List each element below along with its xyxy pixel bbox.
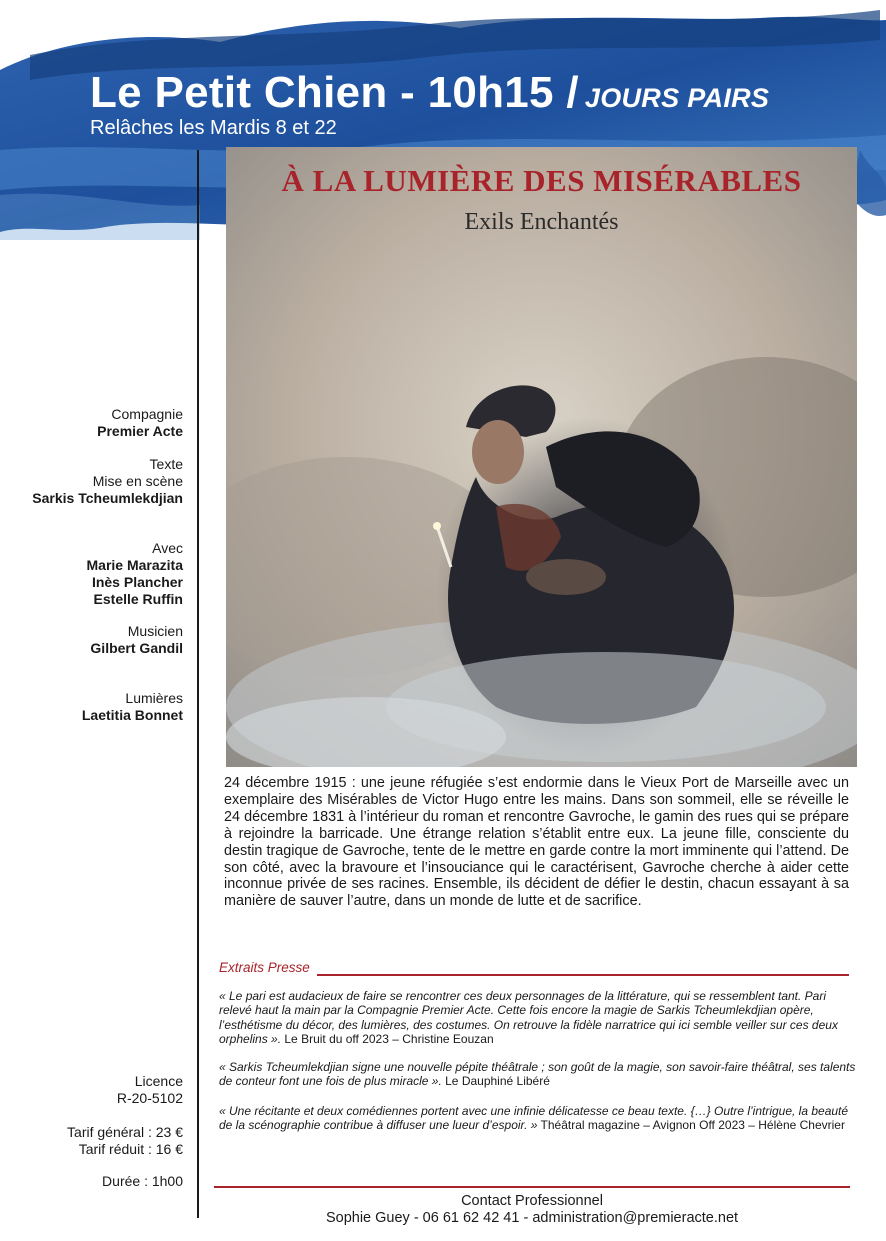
credit-value: Estelle Ruffin (93, 591, 183, 607)
poster-subtitle: Exils Enchantés (464, 209, 619, 235)
quote-source: Le Bruit du off 2023 – Christine Eouzan (281, 1032, 494, 1047)
quote-source: Le Dauphiné Libéré (441, 1074, 550, 1089)
credit-label: Avec (152, 540, 183, 556)
credit-label: Compagnie (111, 406, 183, 422)
contact-title: Contact Professionnel (461, 1193, 603, 1209)
credit-value: Laetitia Bonnet (81, 707, 183, 723)
header-title (90, 68, 769, 118)
contact-details: Sophie Guey - 06 61 62 42 41 - administration@premieracte.net (325, 1210, 739, 1226)
credit-value: Marie Marazita (86, 557, 183, 573)
credit-label: Lumières (125, 690, 183, 706)
contact-block (182, 1193, 882, 1227)
quote-source: Théâtral magazine – Avignon Off 2023 – Hélène Chevrier (537, 1118, 845, 1133)
credit-value: Premier Acte (97, 423, 183, 439)
credit-musicien (90, 623, 183, 657)
credit-texte (32, 456, 183, 507)
press-heading-rule (317, 974, 849, 976)
credit-label: Musicien (127, 623, 183, 639)
press-heading-label: Extraits Presse (219, 960, 316, 975)
press-quote (219, 1104, 859, 1133)
credit-avec (87, 540, 183, 608)
quote-text: « Sarkis Tcheumlekdjian signe une nouvelle pépite théâtrale ; son goût de la magie, son savoir-faire théâtral, ses talents de conteur font une fois de plus miracle ». (219, 1060, 856, 1089)
poster-title: À LA LUMIÈRE DES MISÉRABLES (281, 163, 802, 198)
duree: Durée : 1h00 (102, 1173, 183, 1189)
press-quote (219, 1060, 859, 1089)
credit-compagnie (97, 406, 183, 440)
quote-text: « Le pari est audacieux de faire se rencontrer ces deux personnages de la littérature, qui se ressemblent tant. Pari relevé haut la main par la Compagnie Premier Acte. Cette fois encore la magie de Sarkis Tcheumlekdjian opère, l’esthétisme du décor, des lumières, des costumes. On retrouve la fidèle narratrice qui ici semble veiller sur ces deux orphelins ». (219, 989, 838, 1047)
credit-lumieres (82, 690, 183, 724)
credit-value: Gilbert Gandil (90, 640, 183, 656)
poster-image (226, 147, 857, 767)
credit-value: Inès Plancher (91, 574, 183, 590)
credit-label: Texte Mise en scène (92, 456, 183, 489)
synopsis-text: 24 décembre 1915 : une jeune réfugiée s’est endormie dans le Vieux Port de Marseille avec un exemplaire des Misérables de Victor Hugo entre les mains. Dans son sommeil, elle se réveille le 24 décembre 1831 à l’intérieur du roman et rencontre Gavroche, le gamin des rues qui se prépare à rejoindre la barricade. Une étrange relation s’établit entre eux. La jeune fille, consciente du destin tragique de Gavroche, tente de le mettre en garde contre la mort imminente qui l’attend. De son côté, avec la bravoure et l’insouciance qui le caractérisent, Gavroche cherche à aider cette inconnue privée de ses racines. Ensemble, ils décident de défier le destin, chacun essayant à sa manière de sauver l’autre, dans un monde de lutte et de sacrifice. (224, 775, 849, 910)
tarif-block (67, 1124, 183, 1158)
press-quote (219, 989, 859, 1047)
days-label: JOURS PAIRS (584, 83, 770, 113)
vertical-divider (197, 150, 199, 1218)
venue-time: Le Petit Chien - 10h15 / (90, 68, 579, 117)
credit-value: Sarkis Tcheumlekdjian (32, 490, 183, 506)
quote-text: « Une récitante et deux comédiennes portent avec une infinie délicatesse ce beau texte. {…} Outre l’intrigue, la beauté de la scénographie contribue à diffuser une lueur d’espoir. » (219, 1104, 849, 1133)
relache-note: Relâches les Mardis 8 et 22 (90, 117, 337, 139)
tarif-general: Tarif général : 23 € (67, 1124, 183, 1140)
licence-value: R-20-5102 (116, 1090, 183, 1106)
tarif-reduit: Tarif réduit : 16 € (78, 1141, 183, 1157)
licence-block (117, 1073, 183, 1107)
licence-label: Licence (134, 1073, 183, 1089)
footer-rule (214, 1186, 850, 1188)
press-heading (219, 959, 849, 979)
